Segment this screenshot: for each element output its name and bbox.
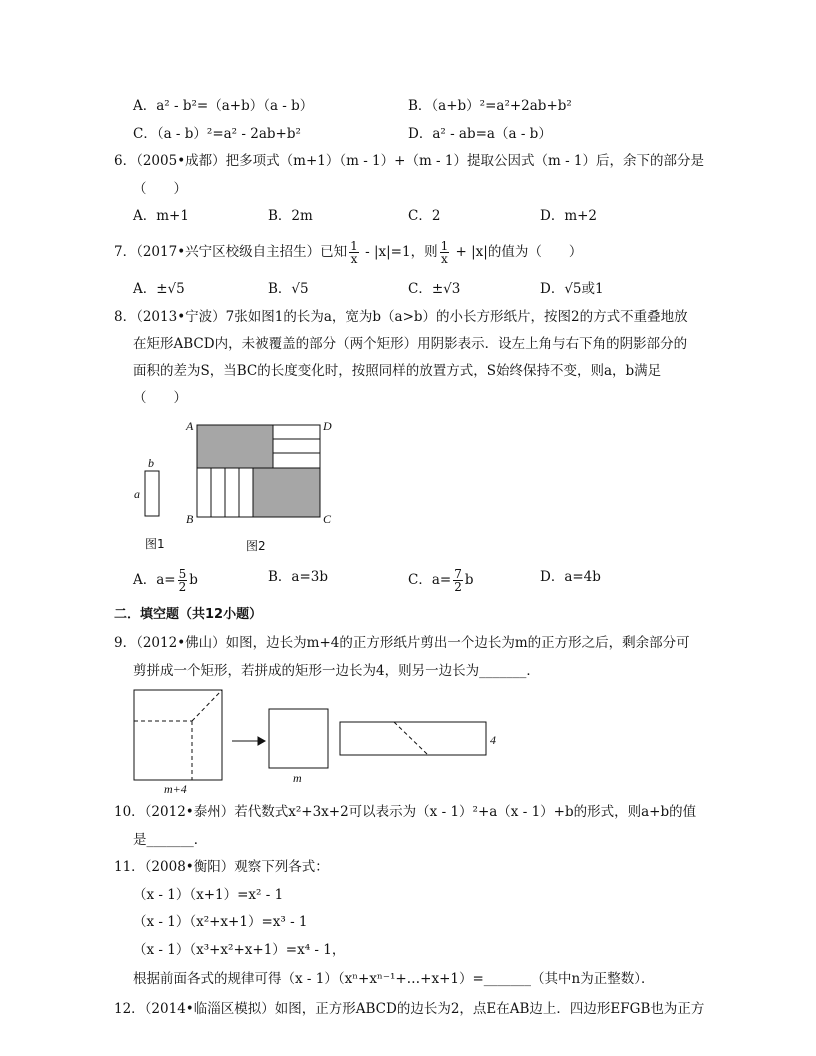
q9-label-big: m+4 — [164, 782, 187, 796]
q9-label-small: m — [293, 771, 302, 785]
q5-option-b[interactable]: B．（a+b）²=a²+2ab+b² — [408, 98, 572, 114]
q10-stem-line2: 是_______． — [133, 832, 208, 848]
q6-stem-line2: （ ） — [133, 181, 187, 197]
q11-conclusion: 根据前面各式的规律可得（x - 1）（xⁿ+xⁿ⁻¹+…+x+1）=_______（其中n为正整数）． — [133, 971, 655, 987]
q9-long-rectangle — [340, 722, 486, 755]
q7-mid1: - |x|=1，则 — [360, 244, 438, 260]
fig1-caption: 图1 — [145, 537, 165, 551]
q10-stem-line1: 10．（2012•泰州）若代数式x²+3x+2可以表示为（x - 1）²+a（x - 1）+b的形式，则a+b的值 — [114, 804, 697, 820]
q12-stem-line1: 12．（2014•临淄区模拟）如图，正方形ABCD的边长为2，点E在AB边上．四边形EFGB也为正方 — [114, 1001, 705, 1017]
q9-stem-line1: 9．（2012•佛山）如图，边长为m+4的正方形纸片剪出一个边长为m的正方形之后，剩余部分可 — [114, 635, 690, 651]
q9-figure — [128, 686, 508, 798]
fig2-corner-a: A — [186, 419, 194, 433]
section-title-fill-in: 二．填空题（共12小题） — [114, 607, 263, 622]
fig2-shade-top-left — [197, 425, 273, 468]
fig1-label-b: b — [148, 456, 154, 470]
fig2-corner-d: D — [323, 419, 332, 433]
q7-option-a[interactable]: A．±√5 — [133, 281, 185, 297]
q6-option-b[interactable]: B．2m — [268, 208, 313, 224]
q8-stem-line4: （ ） — [133, 390, 187, 406]
q7-fraction-1: $\frac{1}{x}$ — [350, 239, 358, 266]
q9-small-square — [269, 709, 328, 768]
q9-stem-line2: 剪拼成一个矩形，若拼成的矩形一边长为4，则另一边长为_______． — [133, 663, 540, 679]
q7-option-c[interactable]: C．±√3 — [408, 281, 461, 297]
q5-option-d[interactable]: D．a² - ab=a（a - b） — [408, 126, 552, 142]
q8-option-a[interactable]: A．a= $\frac{5}{2}$ b — [133, 567, 198, 594]
q11-eq2: （x - 1）（x²+x+1）=x³ - 1 — [133, 914, 308, 930]
q7-prefix: 7．（2017•兴宁区校级自主招生）已知 — [114, 244, 348, 260]
q11-eq3: （x - 1）（x³+x²+x+1）=x⁴ - 1， — [133, 942, 346, 958]
q9-arrowhead — [258, 737, 265, 745]
fig1-rectangle — [145, 471, 159, 516]
q9-rect-dashed-diagonal — [394, 722, 428, 755]
q9-label-rect: 4 — [490, 733, 496, 747]
q7-fraction-2: $\frac{1}{x}$ — [440, 239, 449, 266]
q5-option-c[interactable]: C．（a - b）²=a² - 2ab+b² — [133, 126, 301, 142]
q11-eq1: （x - 1）（x+1）=x² - 1 — [133, 887, 284, 903]
fig2-shade-bottom-right — [253, 468, 320, 517]
q5-option-a[interactable]: A．a² - b²=（a+b）（a - b） — [133, 98, 314, 114]
fig2-corner-c: C — [323, 512, 332, 526]
fig2-caption: 图2 — [246, 539, 266, 553]
q7-stem — [114, 240, 582, 265]
q6-stem-line1: 6．（2005•成都）把多项式（m+1）（m - 1）+（m - 1）提取公因式（m - 1）后，余下的部分是 — [114, 153, 705, 169]
fig2-corner-b: B — [186, 512, 194, 526]
q8-figure — [125, 415, 345, 560]
q8-option-b[interactable]: B．a=3b — [268, 569, 329, 585]
q8-stem-line3: 面积的差为S，当BC的长度变化时，按照同样的放置方式，S始终保持不变，则a，b满足 — [133, 363, 662, 379]
q8-stem-line1: 8．（2013•宁波）7张如图1的长为a，宽为b（a>b）的小长方形纸片，按图2的方式不重叠地放 — [114, 309, 688, 325]
q6-option-c[interactable]: C．2 — [408, 208, 441, 224]
fig1-label-a: a — [134, 487, 140, 501]
q6-option-d[interactable]: D．m+2 — [540, 208, 598, 224]
q8-stem-line2: 在矩形ABCD内，未被覆盖的部分（两个矩形）用阴影表示．设左上角与右下角的阴影部分的 — [133, 336, 688, 352]
q7-mid2: + |x|的值为（ ） — [451, 244, 583, 260]
q8-option-d[interactable]: D．a=4b — [540, 569, 601, 585]
q11-stem-line1: 11．（2008•衡阳）观察下列各式： — [114, 859, 329, 875]
q6-option-a[interactable]: A．m+1 — [133, 208, 189, 224]
q9-dashed-diagonal — [192, 690, 222, 721]
q7-option-d[interactable]: D．√5或1 — [540, 281, 604, 297]
q7-option-b[interactable]: B．√5 — [268, 281, 309, 297]
q8-option-c[interactable]: C．a= $\frac{7}{2}$ b — [408, 567, 474, 594]
